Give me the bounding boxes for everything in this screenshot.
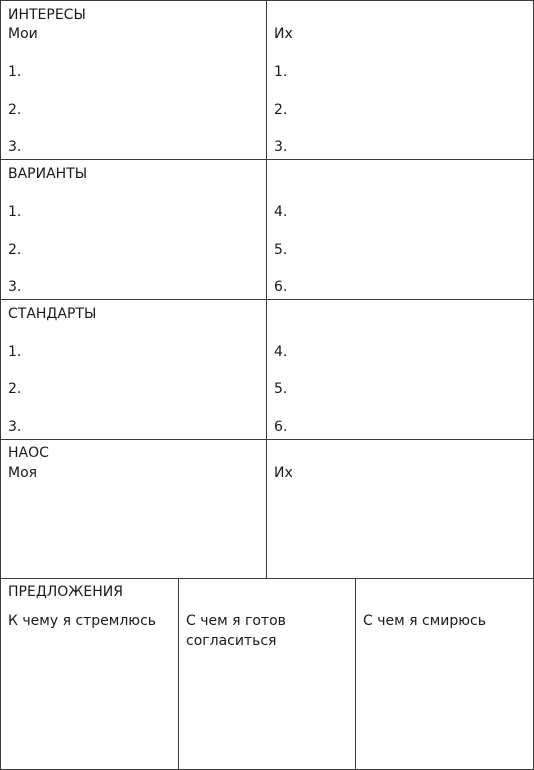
options-left-item: 1.	[8, 204, 22, 220]
batna-heading: НАОС	[8, 445, 49, 461]
divider-center-column	[266, 0, 267, 578]
standards-right-item: 6.	[274, 419, 288, 435]
border-left	[0, 0, 1, 770]
standards-left-item: 1.	[8, 344, 22, 360]
divider-standards-batna	[0, 439, 534, 440]
divider-proposals-col2	[355, 578, 356, 770]
standards-left-item: 3.	[8, 419, 22, 435]
proposals-heading: ПРЕДЛОЖЕНИЯ	[8, 584, 123, 600]
standards-heading: СТАНДАРТЫ	[8, 306, 97, 322]
divider-interests-options	[0, 159, 534, 160]
standards-right-item: 5.	[274, 381, 288, 397]
options-right-item: 5.	[274, 242, 288, 258]
divider-batna-proposals	[0, 578, 534, 579]
options-right-item: 4.	[274, 204, 288, 220]
options-left-item: 3.	[8, 279, 22, 295]
proposals-column-accept: С чем я смирюсь	[363, 613, 486, 629]
interests-theirs-item: 2.	[274, 102, 288, 118]
standards-left-item: 2.	[8, 381, 22, 397]
divider-proposals-col1	[178, 578, 179, 770]
interests-theirs-label: Их	[274, 26, 293, 42]
options-right-item: 6.	[274, 279, 288, 295]
proposals-column-aim: К чему я стремлюсь	[8, 613, 157, 629]
interests-mine-item: 3.	[8, 139, 22, 155]
interests-heading: ИНТЕРЕСЫ	[8, 7, 86, 23]
standards-right-item: 4.	[274, 344, 288, 360]
interests-mine-item: 2.	[8, 102, 22, 118]
proposals-column-agree: С чем я готов согласиться	[186, 613, 286, 649]
options-heading: ВАРИАНТЫ	[8, 166, 88, 182]
interests-mine-label: Мои	[8, 26, 38, 42]
border-top	[0, 0, 534, 1]
batna-theirs-label: Их	[274, 465, 293, 481]
interests-mine-item: 1.	[8, 64, 22, 80]
interests-theirs-item: 3.	[274, 139, 288, 155]
batna-mine-label: Моя	[8, 465, 38, 481]
options-left-item: 2.	[8, 242, 22, 258]
divider-options-standards	[0, 299, 534, 300]
interests-theirs-item: 1.	[274, 64, 288, 80]
